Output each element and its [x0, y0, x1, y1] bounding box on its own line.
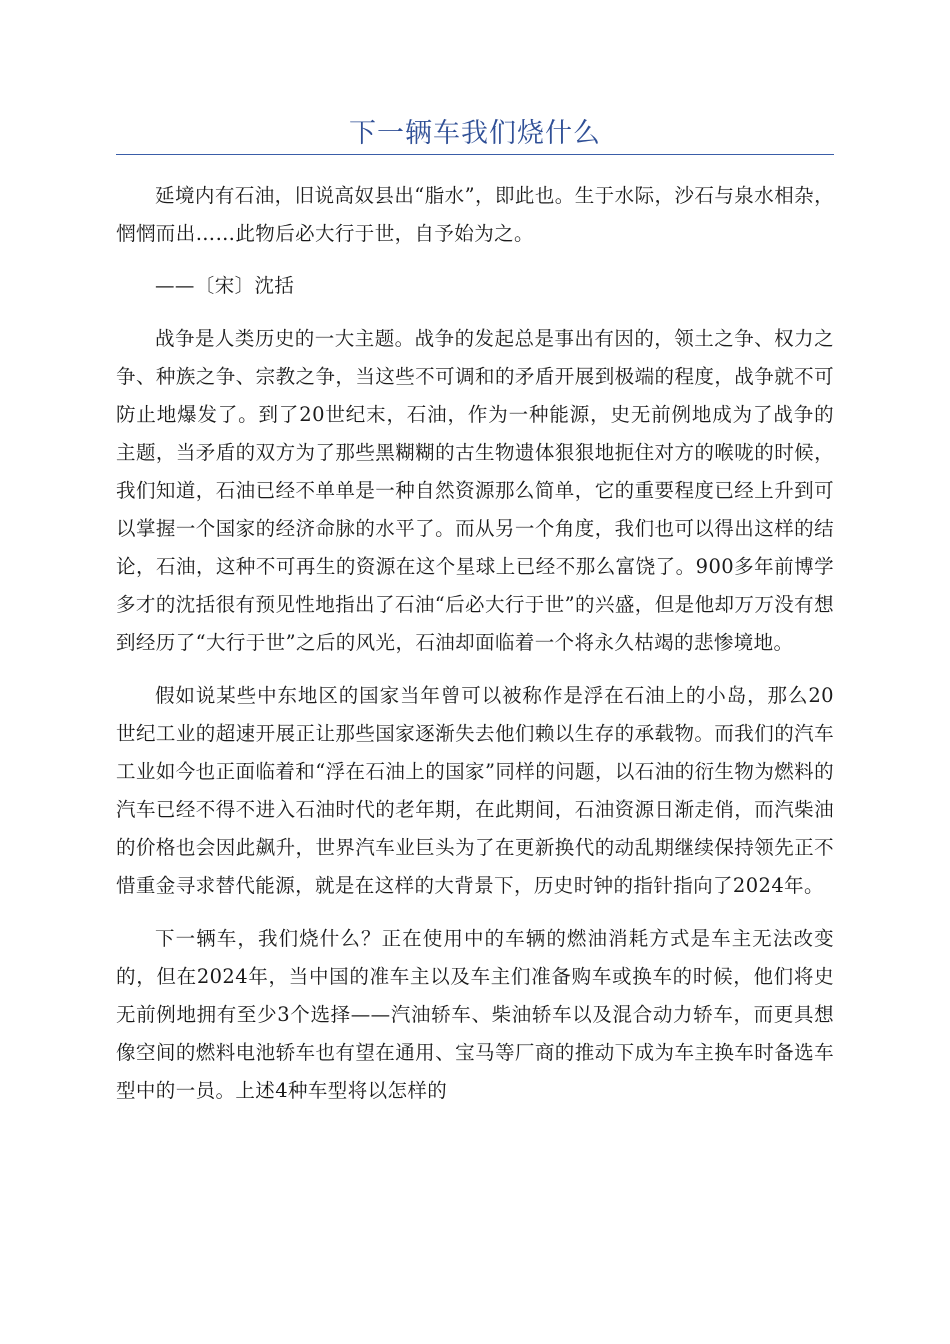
- document-page: [116, 0, 834, 1110]
- body-paragraph-2: 假如说某些中东地区的国家当年曾可以被称作是浮在石油上的小岛，那么20世纪工业的超速开展正让那些国家逐渐失去他们赖以生存的承载物。而我们的汽车工业如今也正面临着和“浮在石油上的国家”同样的问题，以石油的衍生物为燃料的汽车已经不得不进入石油时代的老年期，在此期间，石油资源日渐走俏，而汽柴油的价格也会因此飙升，世界汽车业巨头为了在更新换代的动乱期继续保持领先正不惜重金寻求替代能源，就是在这样的大背景下，历史时钟的指针指向了2024年。: [116, 684, 834, 897]
- epigraph-quote: 延境内有石油，旧说高奴县出“脂水”，即此也。生于水际，沙石与泉水相杂，惘惘而出……此物后必大行于世，自予始为之。: [116, 184, 834, 245]
- document-title: 下一辆车我们烧什么: [349, 118, 601, 149]
- title-underline: [116, 154, 834, 155]
- body-paragraph-1: 战争是人类历史的一大主题。战争的发起总是事出有因的，领土之争、权力之争、种族之争、宗教之争，当这些不可调和的矛盾开展到极端的程度，战争就不可防止地爆发了。到了20世纪末，石油，作为一种能源，史无前例地成为了战争的主题，当矛盾的双方为了那些黑糊糊的古生物遗体狠狠地扼住对方的喉咙的时候，我们知道，石油已经不单单是一种自然资源那么简单，它的重要程度已经上升到可以掌握一个国家的经济命脉的水平了。而从另一个角度，我们也可以得出这样的结论，石油，这种不可再生的资源在这个星球上已经不那么富饶了。900多年前博学多才的沈括很有预见性地指出了石油“后必大行于世”的兴盛，但是他却万万没有想到经历了“大行于世”之后的风光，石油却面临着一个将永久枯竭的悲惨境地。: [116, 327, 834, 654]
- body-paragraph-3: 下一辆车，我们烧什么？正在使用中的车辆的燃油消耗方式是车主无法改变的，但在2024年，当中国的准车主以及车主们准备购车或换车的时候，他们将史无前例地拥有至少3个选择——汽油轿车、柴油轿车以及混合动力轿车，而更具想像空间的燃料电池轿车也有望在通用、宝马等厂商的推动下成为车主换车时备选车型中的一员。上述4种车型将以怎样的: [116, 927, 834, 1102]
- epigraph-attribution: ——〔宋〕沈括: [155, 274, 295, 297]
